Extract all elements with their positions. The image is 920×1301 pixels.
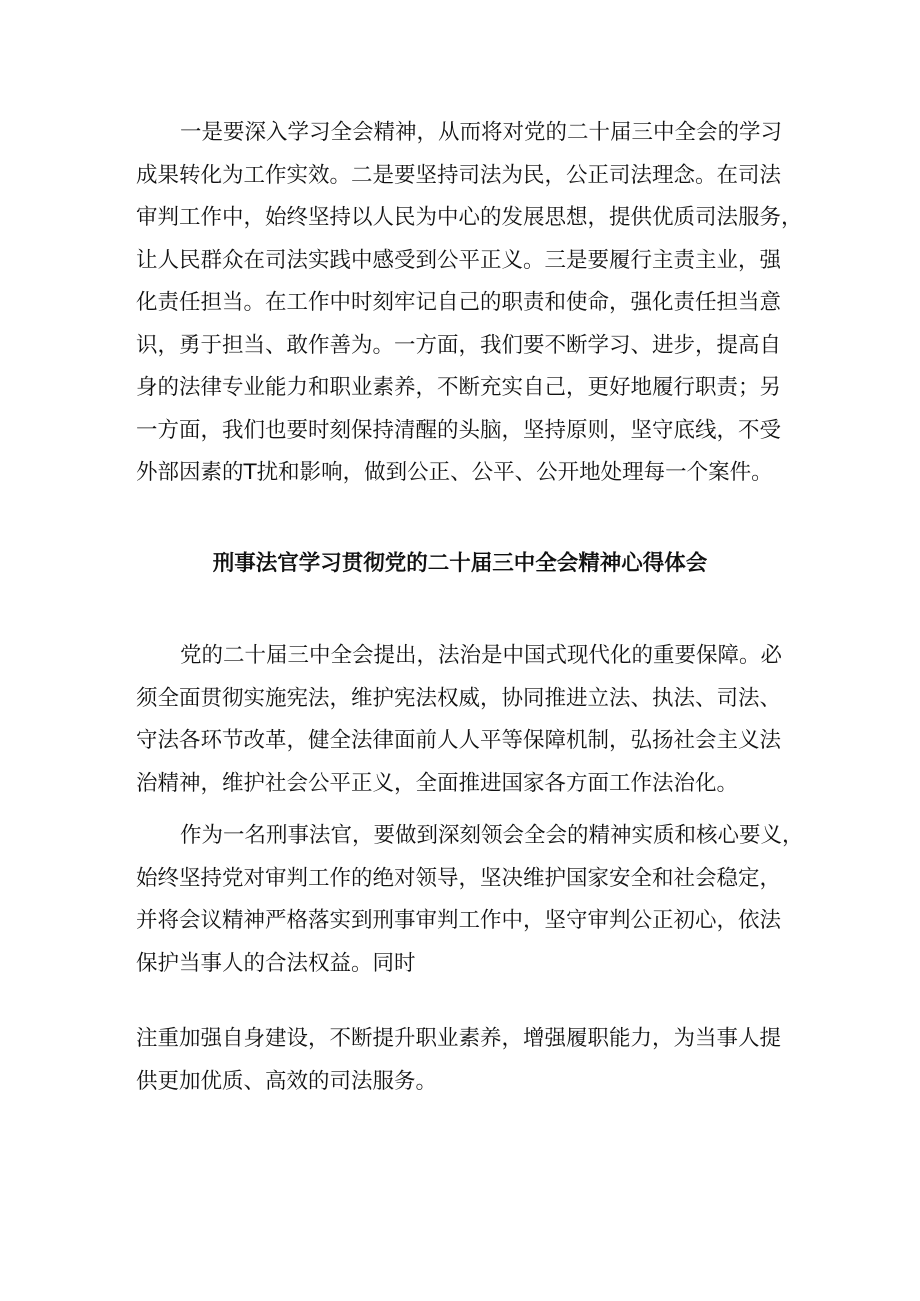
text-line: 作为一名刑事法官，要做到深刻领会全会的精神实质和核心要义，	[180, 823, 804, 848]
text-line: 让人民群众在司法实践中感受到公平正义。三是要履行主责主业，强	[136, 247, 782, 273]
text-line: 识，勇于担当、敢作善为。一方面，我们要不断学习、进步，提高自	[136, 332, 782, 358]
text-line: 化责任担当。在工作中时刻牢记自己的职责和使命，强化责任担当意	[136, 290, 782, 315]
text-line: 外部因素的T扰和影响，做到公正、公平、公开地处理每一个案件。	[136, 460, 773, 485]
text-line: 守法各环节改革，健全法律面前人人平等保障机制，弘扬社会主义法	[136, 728, 782, 753]
text-line: 供更加优质、高效的司法服务。	[136, 1068, 438, 1094]
text-line: 审判工作中，始终坚持以人民为中心的发展思想，提供优质司法服务，	[136, 205, 803, 230]
paragraph-study-spirit	[136, 112, 816, 495]
paragraph-criminal-judge	[136, 815, 816, 985]
paragraph-rule-of-law	[136, 635, 816, 805]
text-line: 身的法律专业能力和职业素养，不断充实自己，更好地履行职责；另	[136, 375, 782, 400]
text-line: 须全面贯彻实施宪法，维护宪法权威，协同推进立法、执法、司法、	[136, 685, 782, 711]
text-line: 一方面，我们也要时刻保持清醒的头脑，坚持原则，坚守底线，不受	[136, 417, 782, 443]
text-line: 党的二十届三中全会提出，法治是中国式现代化的重要保障。必	[180, 643, 783, 668]
text-line: 始终坚持党对审判工作的绝对领导，坚决维护国家安全和社会稳定，	[136, 865, 782, 891]
text-line: 成果转化为工作实效。二是要坚持司法为民，公正司法理念。在司法	[136, 162, 782, 188]
text-line: 一是要深入学习全会精神，从而将对党的二十届三中全会的学习	[180, 120, 783, 145]
text-line: 注重加强自身建设，不断提升职业素养，增强履职能力，为当事人提	[136, 1026, 782, 1051]
text-line: 保护当事人的合法权益。同时	[136, 950, 416, 976]
text-line: 并将会议精神严格落实到刑事审判工作中，坚守审判公正初心，依法	[136, 908, 782, 933]
text-line: 治精神，维护社会公平正义，全面推进国家各方面工作法治化。	[136, 770, 739, 796]
section-title: 刑事法官学习贯彻党的二十届三中全会精神心得体会	[212, 551, 708, 576]
paragraph-self-improvement	[136, 1018, 816, 1103]
